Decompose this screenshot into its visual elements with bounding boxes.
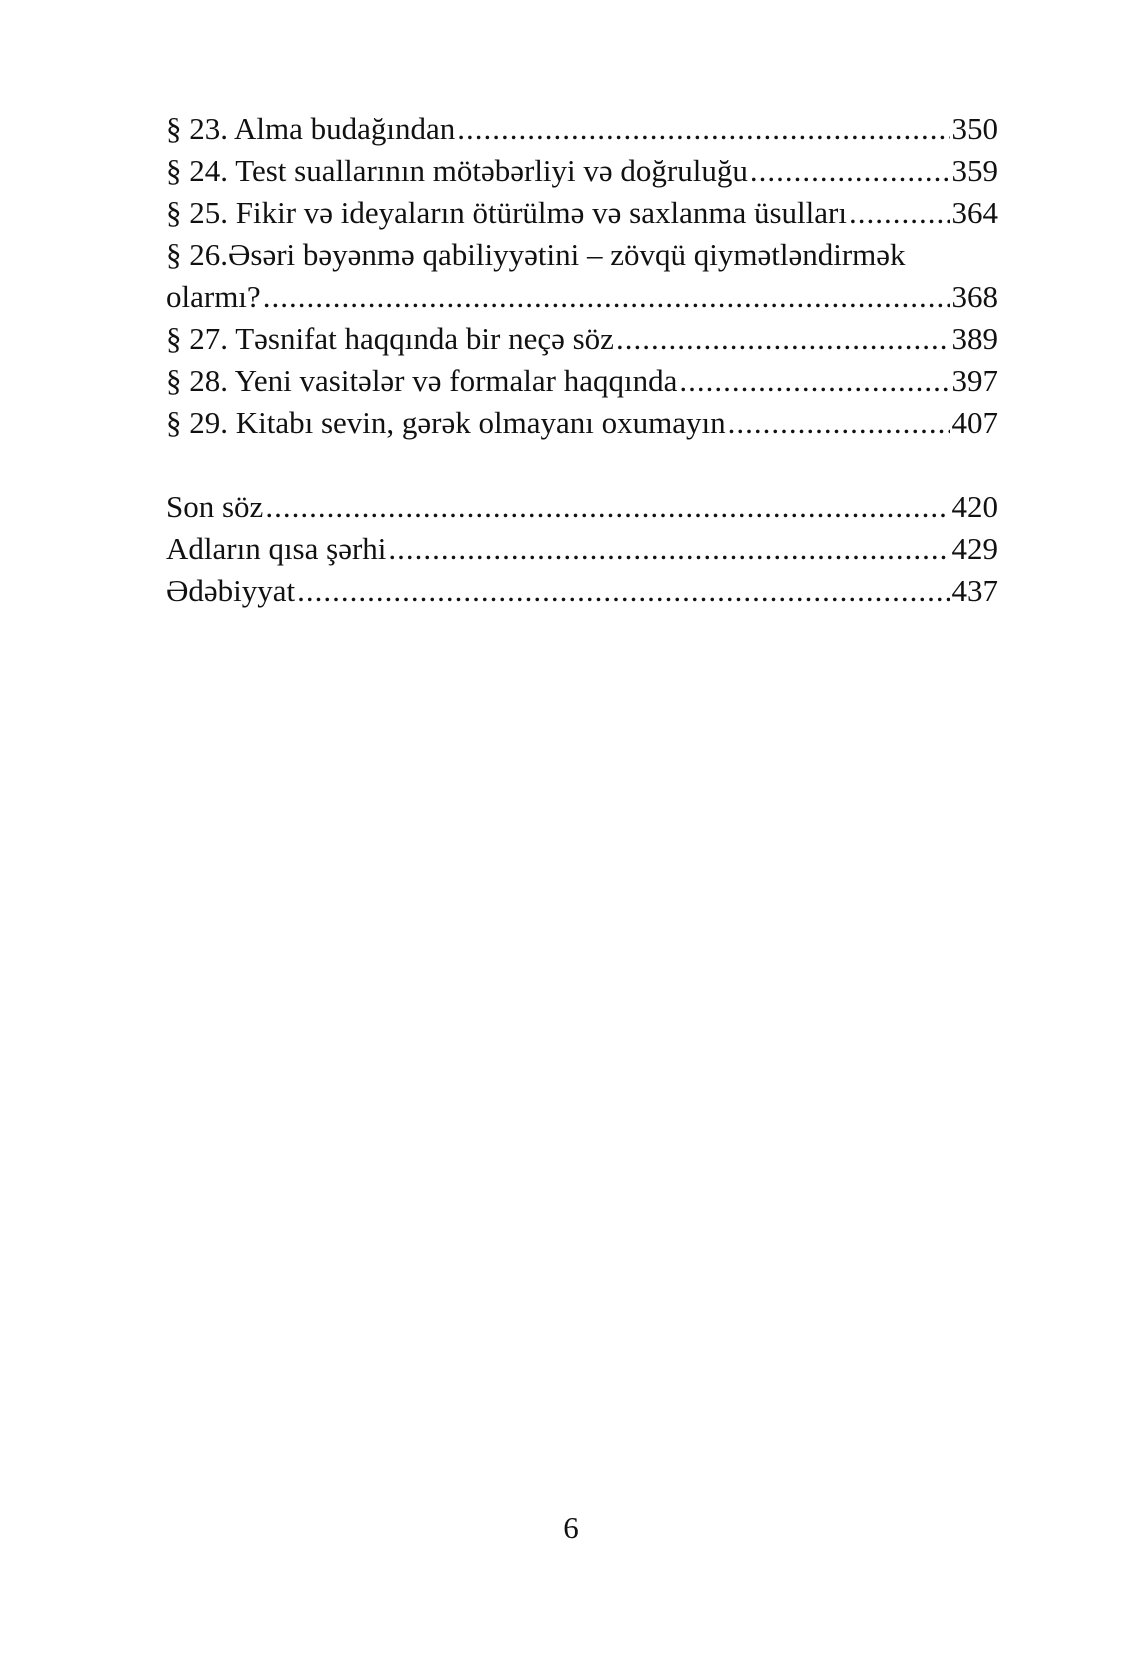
toc-dot-leader xyxy=(728,402,950,444)
toc-entry-title: § 25. Fikir və ideyaların ötürülmə və saxlanma üsulları xyxy=(166,195,847,230)
toc-entry-title-line1: § 26.Əsəri bəyənmə qabiliyyətini – zövqü qiymətləndirmək xyxy=(166,237,906,272)
table-of-contents xyxy=(166,108,998,612)
toc-appendix-entry xyxy=(166,570,998,612)
toc-entry-page: 364 xyxy=(951,195,998,230)
toc-entry xyxy=(166,192,998,234)
toc-entry-page: 429 xyxy=(951,531,998,566)
toc-entry-title: Son söz xyxy=(166,489,264,524)
toc-dot-leader xyxy=(616,318,950,360)
toc-entry-page: 437 xyxy=(951,573,998,608)
toc-entry-title: § 27. Təsnifat haqqında bir neçə söz xyxy=(166,321,614,356)
toc-dot-leader xyxy=(750,150,950,192)
toc-entry-title: § 23. Alma budağından xyxy=(166,111,456,146)
toc-entry-page: 350 xyxy=(951,111,998,146)
toc-dot-leader xyxy=(457,108,949,150)
toc-entry-title: Ədəbiyyat xyxy=(166,573,296,608)
toc-entry-title: § 24. Test suallarının mötəbərliyi və doğruluğu xyxy=(166,153,748,188)
toc-entry xyxy=(166,150,998,192)
toc-entry-page: 368 xyxy=(951,279,998,314)
toc-entry-title-line2: olarmı? xyxy=(166,279,261,314)
toc-entry xyxy=(166,276,998,318)
toc-entry-page: 407 xyxy=(951,405,998,440)
toc-entry-page: 389 xyxy=(951,321,998,356)
toc-dot-leader xyxy=(263,276,950,318)
toc-entry-page: 397 xyxy=(951,363,998,398)
toc-appendix-entry xyxy=(166,528,998,570)
section-spacer xyxy=(166,444,998,486)
toc-entry-page: 420 xyxy=(951,489,998,524)
toc-entry-page: 359 xyxy=(951,153,998,188)
toc-entry-title: § 29. Kitabı sevin, gərək olmayanı oxumayın xyxy=(166,405,726,440)
page-number: 6 xyxy=(563,1510,579,1545)
toc-entry xyxy=(166,402,998,444)
toc-entry xyxy=(166,318,998,360)
toc-dot-leader xyxy=(849,192,950,234)
toc-dot-leader xyxy=(388,528,949,570)
toc-appendix-entry xyxy=(166,486,998,528)
toc-dot-leader xyxy=(679,360,949,402)
toc-entry-title: § 28. Yeni vasitələr və formalar haqqında xyxy=(166,363,678,398)
toc-dot-leader xyxy=(297,570,949,612)
toc-entry xyxy=(166,360,998,402)
toc-dot-leader xyxy=(265,486,949,528)
toc-entry-title: Adların qısa şərhi xyxy=(166,531,387,566)
toc-entry xyxy=(166,108,998,150)
